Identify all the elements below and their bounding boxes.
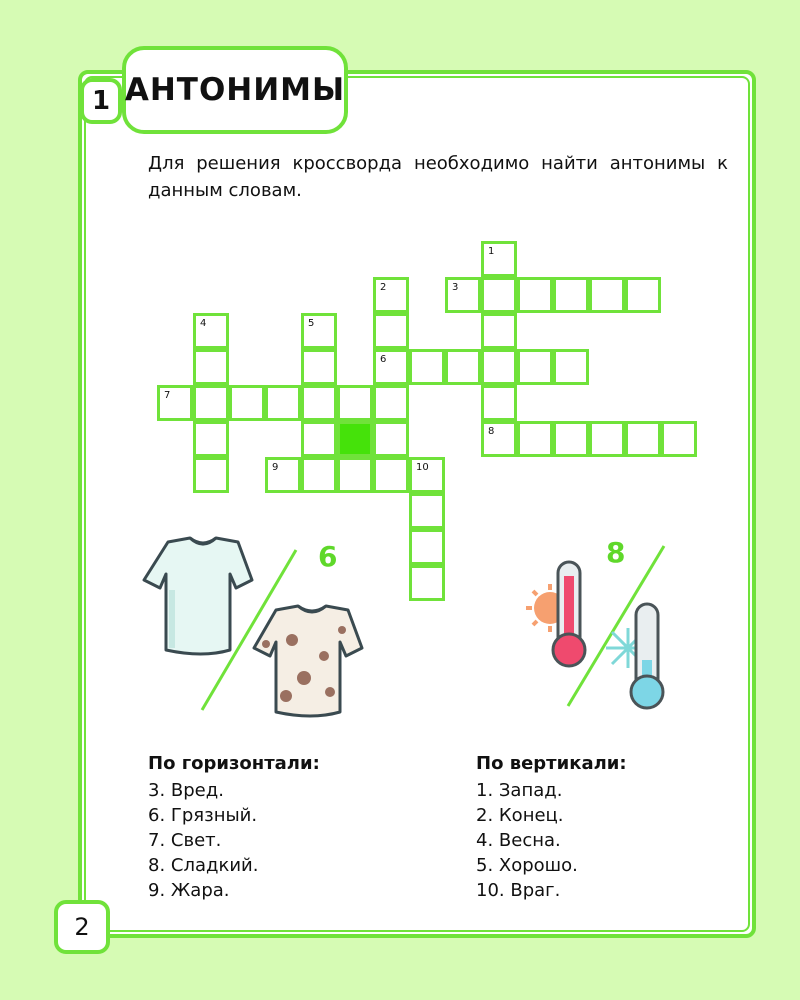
crossword-cell[interactable] (157, 385, 193, 421)
page-number: 2 (54, 900, 110, 954)
clues-down (476, 752, 627, 903)
crossword-cell[interactable] (193, 421, 229, 457)
crossword-cell[interactable] (445, 277, 481, 313)
crossword-cell[interactable] (373, 421, 409, 457)
clue-across-item: 6. Грязный. (148, 805, 258, 826)
shirts-label: 6 (318, 540, 338, 573)
clue-down-item: 1. Запад. (476, 780, 563, 801)
crossword-cell[interactable] (589, 277, 625, 313)
crossword-cell[interactable] (301, 457, 337, 493)
crossword-cell[interactable] (481, 421, 517, 457)
crossword-clue-number: 1 (488, 246, 495, 257)
crossword-cell[interactable] (193, 313, 229, 349)
dirty-shirt-icon (254, 606, 362, 716)
crossword-clue-number: 5 (308, 318, 315, 329)
crossword-cell[interactable] (661, 421, 697, 457)
clue-across-item: 8. Сладкий. (148, 855, 259, 876)
crossword-cell[interactable] (301, 385, 337, 421)
crossword-cell[interactable] (373, 313, 409, 349)
clue-across-item: 9. Жара. (148, 880, 230, 901)
crossword-cell[interactable] (409, 457, 445, 493)
clue-across-item: 7. Свет. (148, 830, 222, 851)
crossword-cell[interactable] (625, 277, 661, 313)
crossword-cell[interactable] (409, 493, 445, 529)
crossword-clue-number: 2 (380, 282, 387, 293)
crossword-cell[interactable] (589, 421, 625, 457)
crossword-cell[interactable] (301, 421, 337, 457)
crossword-clue-number: 4 (200, 318, 207, 329)
crossword-cell[interactable] (481, 241, 517, 277)
crossword-cell[interactable] (517, 349, 553, 385)
crossword-cell[interactable] (265, 385, 301, 421)
crossword-cell[interactable] (373, 277, 409, 313)
crossword-cell[interactable] (301, 313, 337, 349)
crossword-cell[interactable] (265, 457, 301, 493)
clue-down-item: 2. Конец. (476, 805, 564, 826)
exercise-number: 1 (80, 78, 122, 124)
crossword-cell[interactable] (553, 277, 589, 313)
crossword-cell[interactable] (337, 385, 373, 421)
crossword-clue-number: 8 (488, 426, 495, 437)
clue-down-item: 4. Весна. (476, 830, 561, 851)
intro-text (148, 150, 728, 204)
crossword-cell[interactable] (445, 349, 481, 385)
clues-down-heading: По вертикали: (476, 753, 627, 774)
crossword-cell[interactable] (481, 385, 517, 421)
clues-across-heading: По горизонтали: (148, 753, 320, 774)
crossword-filled-cell (337, 421, 373, 457)
cold-thermometer-icon (631, 604, 663, 708)
crossword-cell[interactable] (373, 457, 409, 493)
crossword-clue-number: 9 (272, 462, 279, 473)
intro-paragraph: Для решения кроссворда необходимо найти антонимы к данным словам. (148, 153, 728, 201)
clue-down-item: 5. Хорошо. (476, 855, 578, 876)
crossword-clue-number: 6 (380, 354, 387, 365)
crossword-cell[interactable] (553, 349, 589, 385)
crossword-clue-number: 3 (452, 282, 459, 293)
crossword-cell[interactable] (193, 349, 229, 385)
clue-across-item: 3. Вред. (148, 780, 224, 801)
crossword-cell[interactable] (517, 277, 553, 313)
crossword-clue-number: 10 (416, 462, 429, 473)
crossword-cell[interactable] (193, 457, 229, 493)
shirts-illustration (128, 530, 388, 720)
crossword-cell[interactable] (481, 313, 517, 349)
crossword-cell[interactable] (481, 349, 517, 385)
exercise-title: АНТОНИМЫ (122, 46, 348, 134)
crossword-cell[interactable] (337, 457, 373, 493)
crossword-cell[interactable] (409, 529, 445, 565)
crossword-clue-number: 7 (164, 390, 171, 401)
clue-down-item: 10. Враг. (476, 880, 561, 901)
thermometers-label: 8 (606, 536, 626, 569)
crossword-cell[interactable] (625, 421, 661, 457)
crossword-cell[interactable] (229, 385, 265, 421)
clues-across (148, 752, 320, 903)
crossword-cell[interactable] (193, 385, 229, 421)
crossword-cell[interactable] (409, 565, 445, 601)
crossword-cell[interactable] (481, 277, 517, 313)
crossword-cell[interactable] (301, 349, 337, 385)
crossword-cell[interactable] (373, 349, 409, 385)
crossword-cell[interactable] (517, 421, 553, 457)
crossword-cell[interactable] (373, 385, 409, 421)
crossword-cell[interactable] (553, 421, 589, 457)
clean-shirt-icon (144, 538, 252, 654)
hot-thermometer-icon (553, 562, 585, 666)
crossword-cell[interactable] (409, 349, 445, 385)
